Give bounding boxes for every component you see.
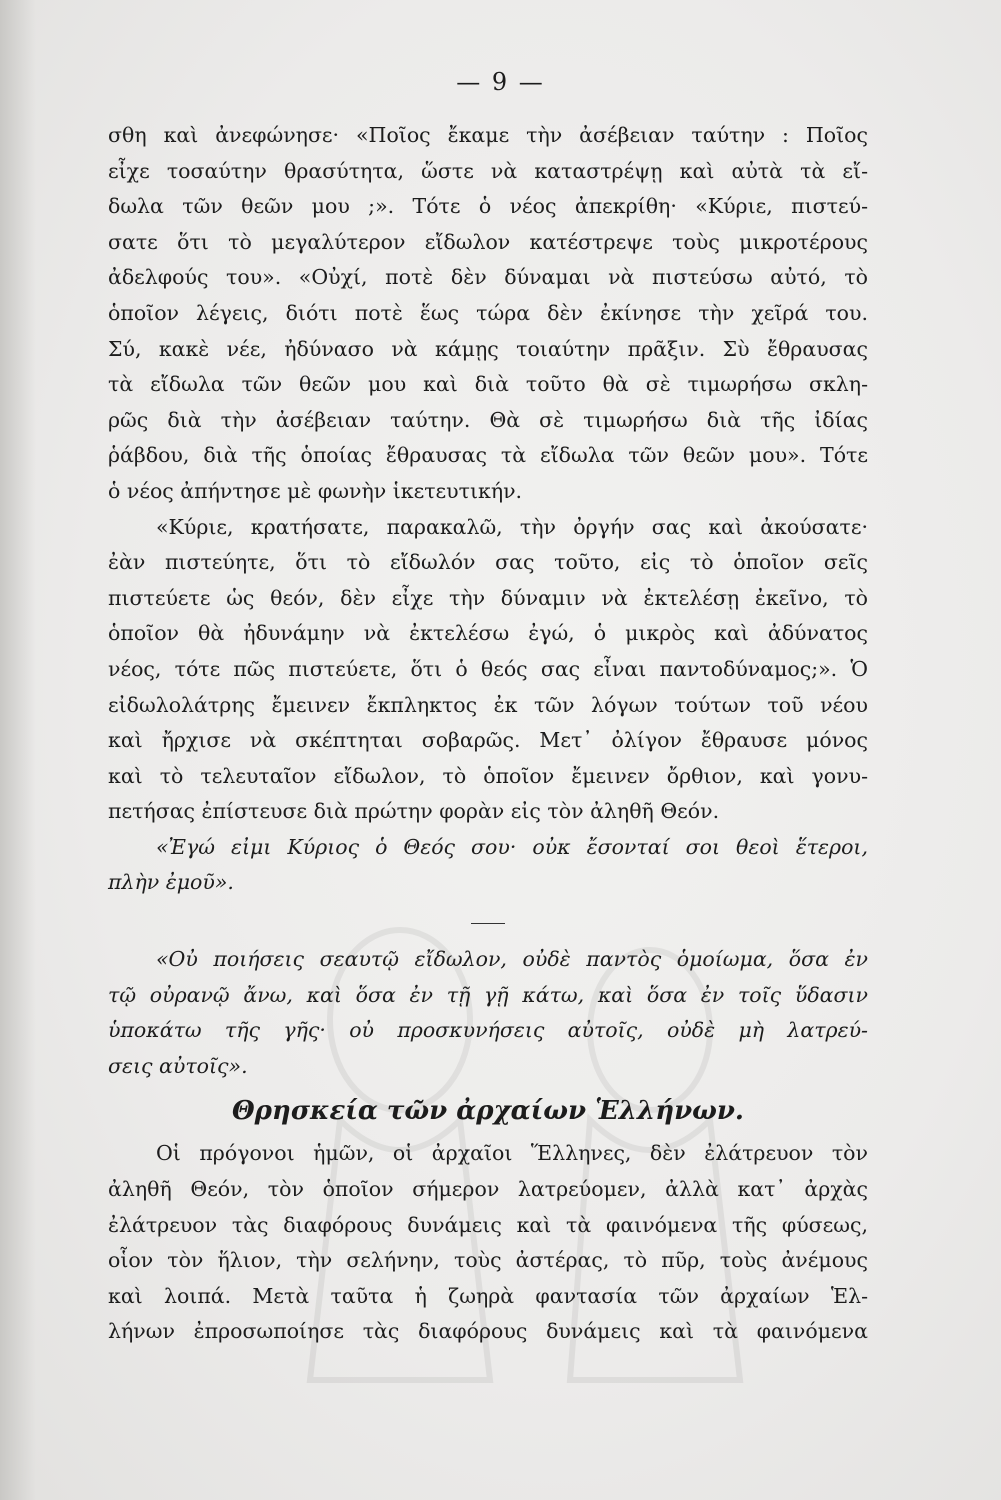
text-line: καὶ ἤρχισε νὰ σκέπτηται σοβαρῶς. Μετ᾽ ὀλίγον ἔθραυσε μόνος	[108, 728, 868, 753]
text-line: σθη καὶ ἀνεφώνησε· «Ποῖος ἔκαμε τὴν ἀσέβειαν ταύτην : Ποῖος	[108, 123, 868, 147]
text-line: πιστεύετε ὡς θεόν, δὲν εἶχε τὴν δύναμιν νὰ ἐκτελέσῃ ἐκεῖνο, τὸ	[108, 585, 868, 610]
paragraph	[108, 118, 868, 510]
text-line: λήνων ἐπροσωποίησε τὰς διαφόρους δυνάμεις καὶ τὰ φαινόμενα	[108, 1319, 868, 1344]
text-line: Οἱ πρόγονοι ἡμῶν, οἱ ἀρχαῖοι Ἕλληνες, δὲν ἐλάτρευον τὸν	[156, 1141, 868, 1166]
quote-line: «Οὐ ποιήσεις σεαυτῷ εἴδωλον, οὐδὲ παντὸς ὁμοίωμα, ὅσα ἐν	[156, 947, 868, 972]
quote-line: ὑποκάτω τῆς γῆς· οὐ προσκυνήσεις αὐτοῖς, οὐδὲ μὴ λατρεύ-	[108, 1018, 868, 1043]
text-line: εἰδωλολάτρης ἔμεινεν ἔκπληκτος ἐκ τῶν λόγων τούτων τοῦ νέου	[108, 692, 868, 717]
text-line: καὶ τὸ τελευταῖον εἴδωλον, τὸ ὁποῖον ἔμεινεν ὄρθιον, καὶ γονυ-	[108, 763, 868, 788]
scripture-quote	[108, 942, 868, 1084]
quote-line: «Ἐγώ εἰμι Κύριος ὁ Θεός σου· οὐκ ἔσονταί σοι θεοὶ ἕτεροι,	[156, 834, 868, 859]
scripture-quote	[108, 830, 868, 901]
text-line: ἐλάτρευον τὰς διαφόρους δυνάμεις καὶ τὰ φαινόμενα τῆς φύσεως,	[108, 1212, 868, 1237]
text-body	[108, 118, 868, 1350]
text-line: ρῶς διὰ τὴν ἀσέβειαν ταύτην. Θὰ σὲ τιμωρήσω διὰ τῆς ἰδίας	[108, 407, 868, 432]
separator-rule	[471, 923, 505, 924]
paragraph	[108, 510, 868, 830]
section-heading: Θρησκεία τῶν ἀρχαίων Ἑλλήνων.	[231, 1096, 744, 1127]
text-line: καὶ λοιπά. Μετὰ ταῦτα ἡ ζωηρὰ φαντασία τῶν ἀρχαίων Ἑλ-	[108, 1283, 868, 1308]
paragraph	[108, 1136, 868, 1350]
text-line: «Κύριε, κρατήσατε, παρακαλῶ, τὴν ὀργήν σας καὶ ἀκούσατε·	[156, 514, 868, 539]
text-line: νέος, τότε πῶς πιστεύετε, ὅτι ὁ θεός σας εἶναι παντοδύναμος;». Ὁ	[108, 656, 868, 681]
text-line: ὁ νέος ἀπήντησε μὲ φωνὴν ἱκετευτικήν.	[108, 478, 523, 503]
binding-shadow	[0, 0, 36, 1500]
text-line: οἷον τὸν ἥλιον, τὴν σελήνην, τοὺς ἀστέρας, τὸ πῦρ, τοὺς ἀνέμους	[108, 1248, 868, 1273]
quote-line: πλὴν ἐμοῦ».	[108, 870, 234, 895]
text-line: ὁποῖον λέγεις, διότι ποτὲ ἕως τώρα δὲν ἐκίνησε τὴν χεῖρά του.	[108, 300, 868, 325]
quote-line: σεις αὐτοῖς».	[108, 1053, 248, 1078]
text-line: σατε ὅτι τὸ μεγαλύτερον εἴδωλον κατέστρεψε τοὺς μικροτέρους	[108, 229, 868, 254]
quote-line: τῷ οὐρανῷ ἄνω, καὶ ὅσα ἐν τῇ γῇ κάτω, καὶ ὅσα ἐν τοῖς ὕδασιν	[108, 982, 868, 1007]
text-line: ἀδελφούς του». «Οὐχί, ποτὲ δὲν δύναμαι νὰ πιστεύσω αὐτό, τὸ	[108, 265, 868, 290]
text-line: Σύ, κακὲ νέε, ἠδύνασο νὰ κάμῃς τοιαύτην πρᾶξιν. Σὺ ἔθραυσας	[108, 336, 868, 361]
page-number: — 9 —	[456, 68, 545, 96]
text-line: εἶχε τοσαύτην θρασύτητα, ὥστε νὰ καταστρέψῃ καὶ αὐτὰ τὰ εἴ-	[108, 158, 868, 183]
text-line: τὰ εἴδωλα τῶν θεῶν μου καὶ διὰ τοῦτο θὰ σὲ τιμωρήσω σκλη-	[108, 372, 868, 397]
text-line: ὁποῖον θὰ ἠδυνάμην νὰ ἐκτελέσω ἐγώ, ὁ μικρὸς καὶ ἀδύνατος	[108, 621, 868, 646]
text-line: ῥάβδου, διὰ τῆς ὁποίας ἔθραυσας τὰ εἴδωλα τῶν θεῶν μου». Τότε	[108, 443, 868, 468]
text-line: δωλα τῶν θεῶν μου ;». Τότε ὁ νέος ἀπεκρίθη· «Κύριε, πιστεύ-	[108, 194, 868, 219]
text-line: ἀληθῆ Θεόν, τὸν ὁποῖον σήμερον λατρεύομεν, ἀλλὰ κατ᾽ ἀρχὰς	[108, 1177, 868, 1202]
text-line: ἐὰν πιστεύητε, ὅτι τὸ εἴδωλόν σας τοῦτο, εἰς τὸ ὁποῖον σεῖς	[108, 550, 868, 575]
text-line: πετήσας ἐπίστευσε διὰ πρώτην φορὰν εἰς τὸν ἀληθῆ Θεόν.	[108, 799, 720, 824]
